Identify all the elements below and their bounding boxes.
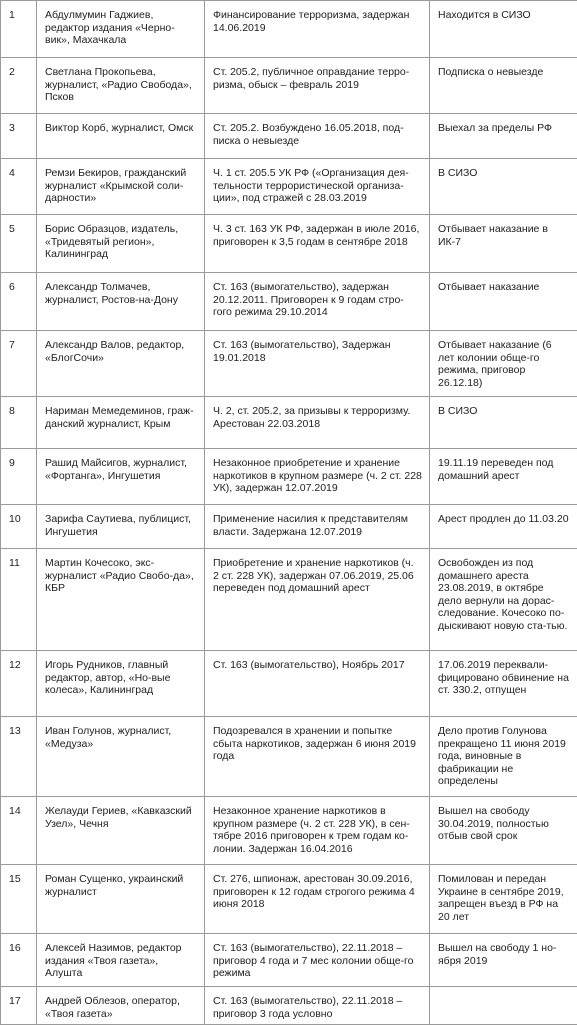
row-number: 3: [1, 114, 37, 159]
person-cell: Александр Толмачев, журналист, Ростов-на-Дону: [37, 273, 205, 331]
row-number: 6: [1, 273, 37, 331]
person-cell: Борис Образцов, издатель, «Тридевятый регион», Калининград: [37, 215, 205, 273]
row-number: 4: [1, 159, 37, 215]
status-cell: Дело против Голунова прекращено 11 июня 2019 года, виновные в фабрикации не определены: [430, 717, 577, 797]
case-cell: Незаконное приобретение и хранение наркотиков в крупном размере (ч. 2 ст. 228 УК), задержан 12.07.2019: [205, 449, 430, 505]
table-row: [1, 397, 577, 449]
row-number: 5: [1, 215, 37, 273]
person-cell: Абдулмумин Гаджиев, редактор издания «Черно-вик», Махачкала: [37, 1, 205, 58]
table-row: [1, 159, 577, 215]
case-cell: Ст. 163 (вымогательство), Задержан 19.01.2018: [205, 331, 430, 397]
table-row: [1, 449, 577, 505]
row-number: 9: [1, 449, 37, 505]
row-number: 8: [1, 397, 37, 449]
case-cell: Ст. 205.2, публичное оправдание терро-ризма, обыск – февраль 2019: [205, 58, 430, 114]
table-row: [1, 273, 577, 331]
row-number: 10: [1, 505, 37, 549]
table-row: [1, 58, 577, 114]
status-cell: Отбывает наказание: [430, 273, 577, 331]
row-number: 1: [1, 1, 37, 58]
table-row: [1, 549, 577, 651]
status-cell: [430, 987, 577, 1025]
table-row: [1, 865, 577, 934]
case-cell: Ст. 163 (вымогательство), 22.11.2018 – приговор 3 года условно: [205, 987, 430, 1025]
person-cell: Зарифа Саутиева, публицист, Ингушетия: [37, 505, 205, 549]
person-cell: Алексей Назимов, редактор издания «Твоя газета», Алушта: [37, 934, 205, 987]
status-cell: Помилован и передан Украине в сентябре 2019, запрещен въезд в РФ на 20 лет: [430, 865, 577, 934]
case-cell: Незаконное хранение наркотиков в крупном размере (ч. 2 ст. 228 УК), в сен-тябре 2016 приговорен к трем годам ко-лонии. Задержан 16.04.2016: [205, 797, 430, 865]
table-row: [1, 717, 577, 797]
row-number: 7: [1, 331, 37, 397]
table-row: [1, 114, 577, 159]
case-cell: Приобретение и хранение наркотиков (ч. 2 ст. 228 УК), задержан 07.06.2019, 25.06 переведен под домашний арест: [205, 549, 430, 651]
status-cell: Вышел на свободу 1 но-ября 2019: [430, 934, 577, 987]
table-row: [1, 934, 577, 987]
case-cell: Ч. 2, ст. 205.2, за призывы к терроризму. Арестован 22.03.2018: [205, 397, 430, 449]
case-cell: Ст. 205.2. Возбуждено 16.05.2018, под-писка о невыезде: [205, 114, 430, 159]
row-number: 13: [1, 717, 37, 797]
table-row: [1, 505, 577, 549]
row-number: 16: [1, 934, 37, 987]
person-cell: Мартин Кочесоко, экс-журналист «Радио Свобо-да», КБР: [37, 549, 205, 651]
person-cell: Роман Сущенко, украинский журналист: [37, 865, 205, 934]
table-row: [1, 797, 577, 865]
status-cell: Находится в СИЗО: [430, 1, 577, 58]
status-cell: Подписка о невыезде: [430, 58, 577, 114]
person-cell: Виктор Корб, журналист, Омск: [37, 114, 205, 159]
status-cell: Вышел на свободу 30.04.2019, полностью отбыв свой срок: [430, 797, 577, 865]
person-cell: Нариман Мемедеминов, граж-данский журналист, Крым: [37, 397, 205, 449]
case-cell: Ст. 163 (вымогательство), 22.11.2018 – приговор 4 года и 7 мес колонии обще-го режима: [205, 934, 430, 987]
row-number: 11: [1, 549, 37, 651]
case-cell: Ст. 276, шпионаж, арестован 30.09.2016, приговорен к 12 годам строгого режима 4 июня 2018: [205, 865, 430, 934]
status-cell: 17.06.2019 переквали-фицировано обвинение на ст. 330.2, отпущен: [430, 651, 577, 717]
table-row: [1, 987, 577, 1025]
case-cell: Применение насилия к представителям власти. Задержана 12.07.2019: [205, 505, 430, 549]
status-cell: Арест продлен до 11.03.20: [430, 505, 577, 549]
case-cell: Ч. 1 ст. 205.5 УК РФ («Организация дея-тельности террористической организа-ции», под стражей с 28.03.2019: [205, 159, 430, 215]
table-row: [1, 331, 577, 397]
table-row: [1, 1, 577, 58]
status-cell: Отбывает наказание в ИК-7: [430, 215, 577, 273]
case-cell: Финансирование терроризма, задержан 14.06.2019: [205, 1, 430, 58]
row-number: 17: [1, 987, 37, 1025]
case-cell: Ст. 163 (вымогательство), задержан 20.12.2011. Приговорен к 9 годам стро-гого режима 29.10.2014: [205, 273, 430, 331]
person-cell: Александр Валов, редактор, «БлогСочи»: [37, 331, 205, 397]
person-cell: Рашид Майсигов, журналист, «Фортанга», Ингушетия: [37, 449, 205, 505]
row-number: 15: [1, 865, 37, 934]
status-cell: Освобожден из под домашнего ареста 23.08.2019, в октябре дело вернули на дорас-следование. Кочесоко по-дыскивают новую ста-тью.: [430, 549, 577, 651]
status-cell: Выехал за пределы РФ: [430, 114, 577, 159]
person-cell: Светлана Прокопьева, журналист, «Радио Свобода», Псков: [37, 58, 205, 114]
status-cell: В СИЗО: [430, 159, 577, 215]
row-number: 2: [1, 58, 37, 114]
person-cell: Андрей Облезов, оператор, «Твоя газета»: [37, 987, 205, 1025]
person-cell: Ремзи Бекиров, гражданский журналист «Крымской соли-дарности»: [37, 159, 205, 215]
person-cell: Игорь Рудников, главный редактор, автор, «Но-вые колеса», Калининград: [37, 651, 205, 717]
status-cell: 19.11.19 переведен под домашний арест: [430, 449, 577, 505]
case-cell: Подозревался в хранении и попытке сбыта наркотиков, задержан 6 июня 2019 года: [205, 717, 430, 797]
row-number: 14: [1, 797, 37, 865]
status-cell: Отбывает наказание (6 лет колонии обще-го режима, приговор 26.12.18): [430, 331, 577, 397]
row-number: 12: [1, 651, 37, 717]
person-cell: Желауди Гериев, «Кавказский Узел», Чечня: [37, 797, 205, 865]
case-cell: Ст. 163 (вымогательство), Ноябрь 2017: [205, 651, 430, 717]
table-row: [1, 651, 577, 717]
status-cell: В СИЗО: [430, 397, 577, 449]
case-cell: Ч. 3 ст. 163 УК РФ, задержан в июле 2016, приговорен к 3,5 годам в сентябре 2018: [205, 215, 430, 273]
table-row: [1, 215, 577, 273]
table-body: [1, 1, 577, 1025]
person-cell: Иван Голунов, журналист, «Медуза»: [37, 717, 205, 797]
